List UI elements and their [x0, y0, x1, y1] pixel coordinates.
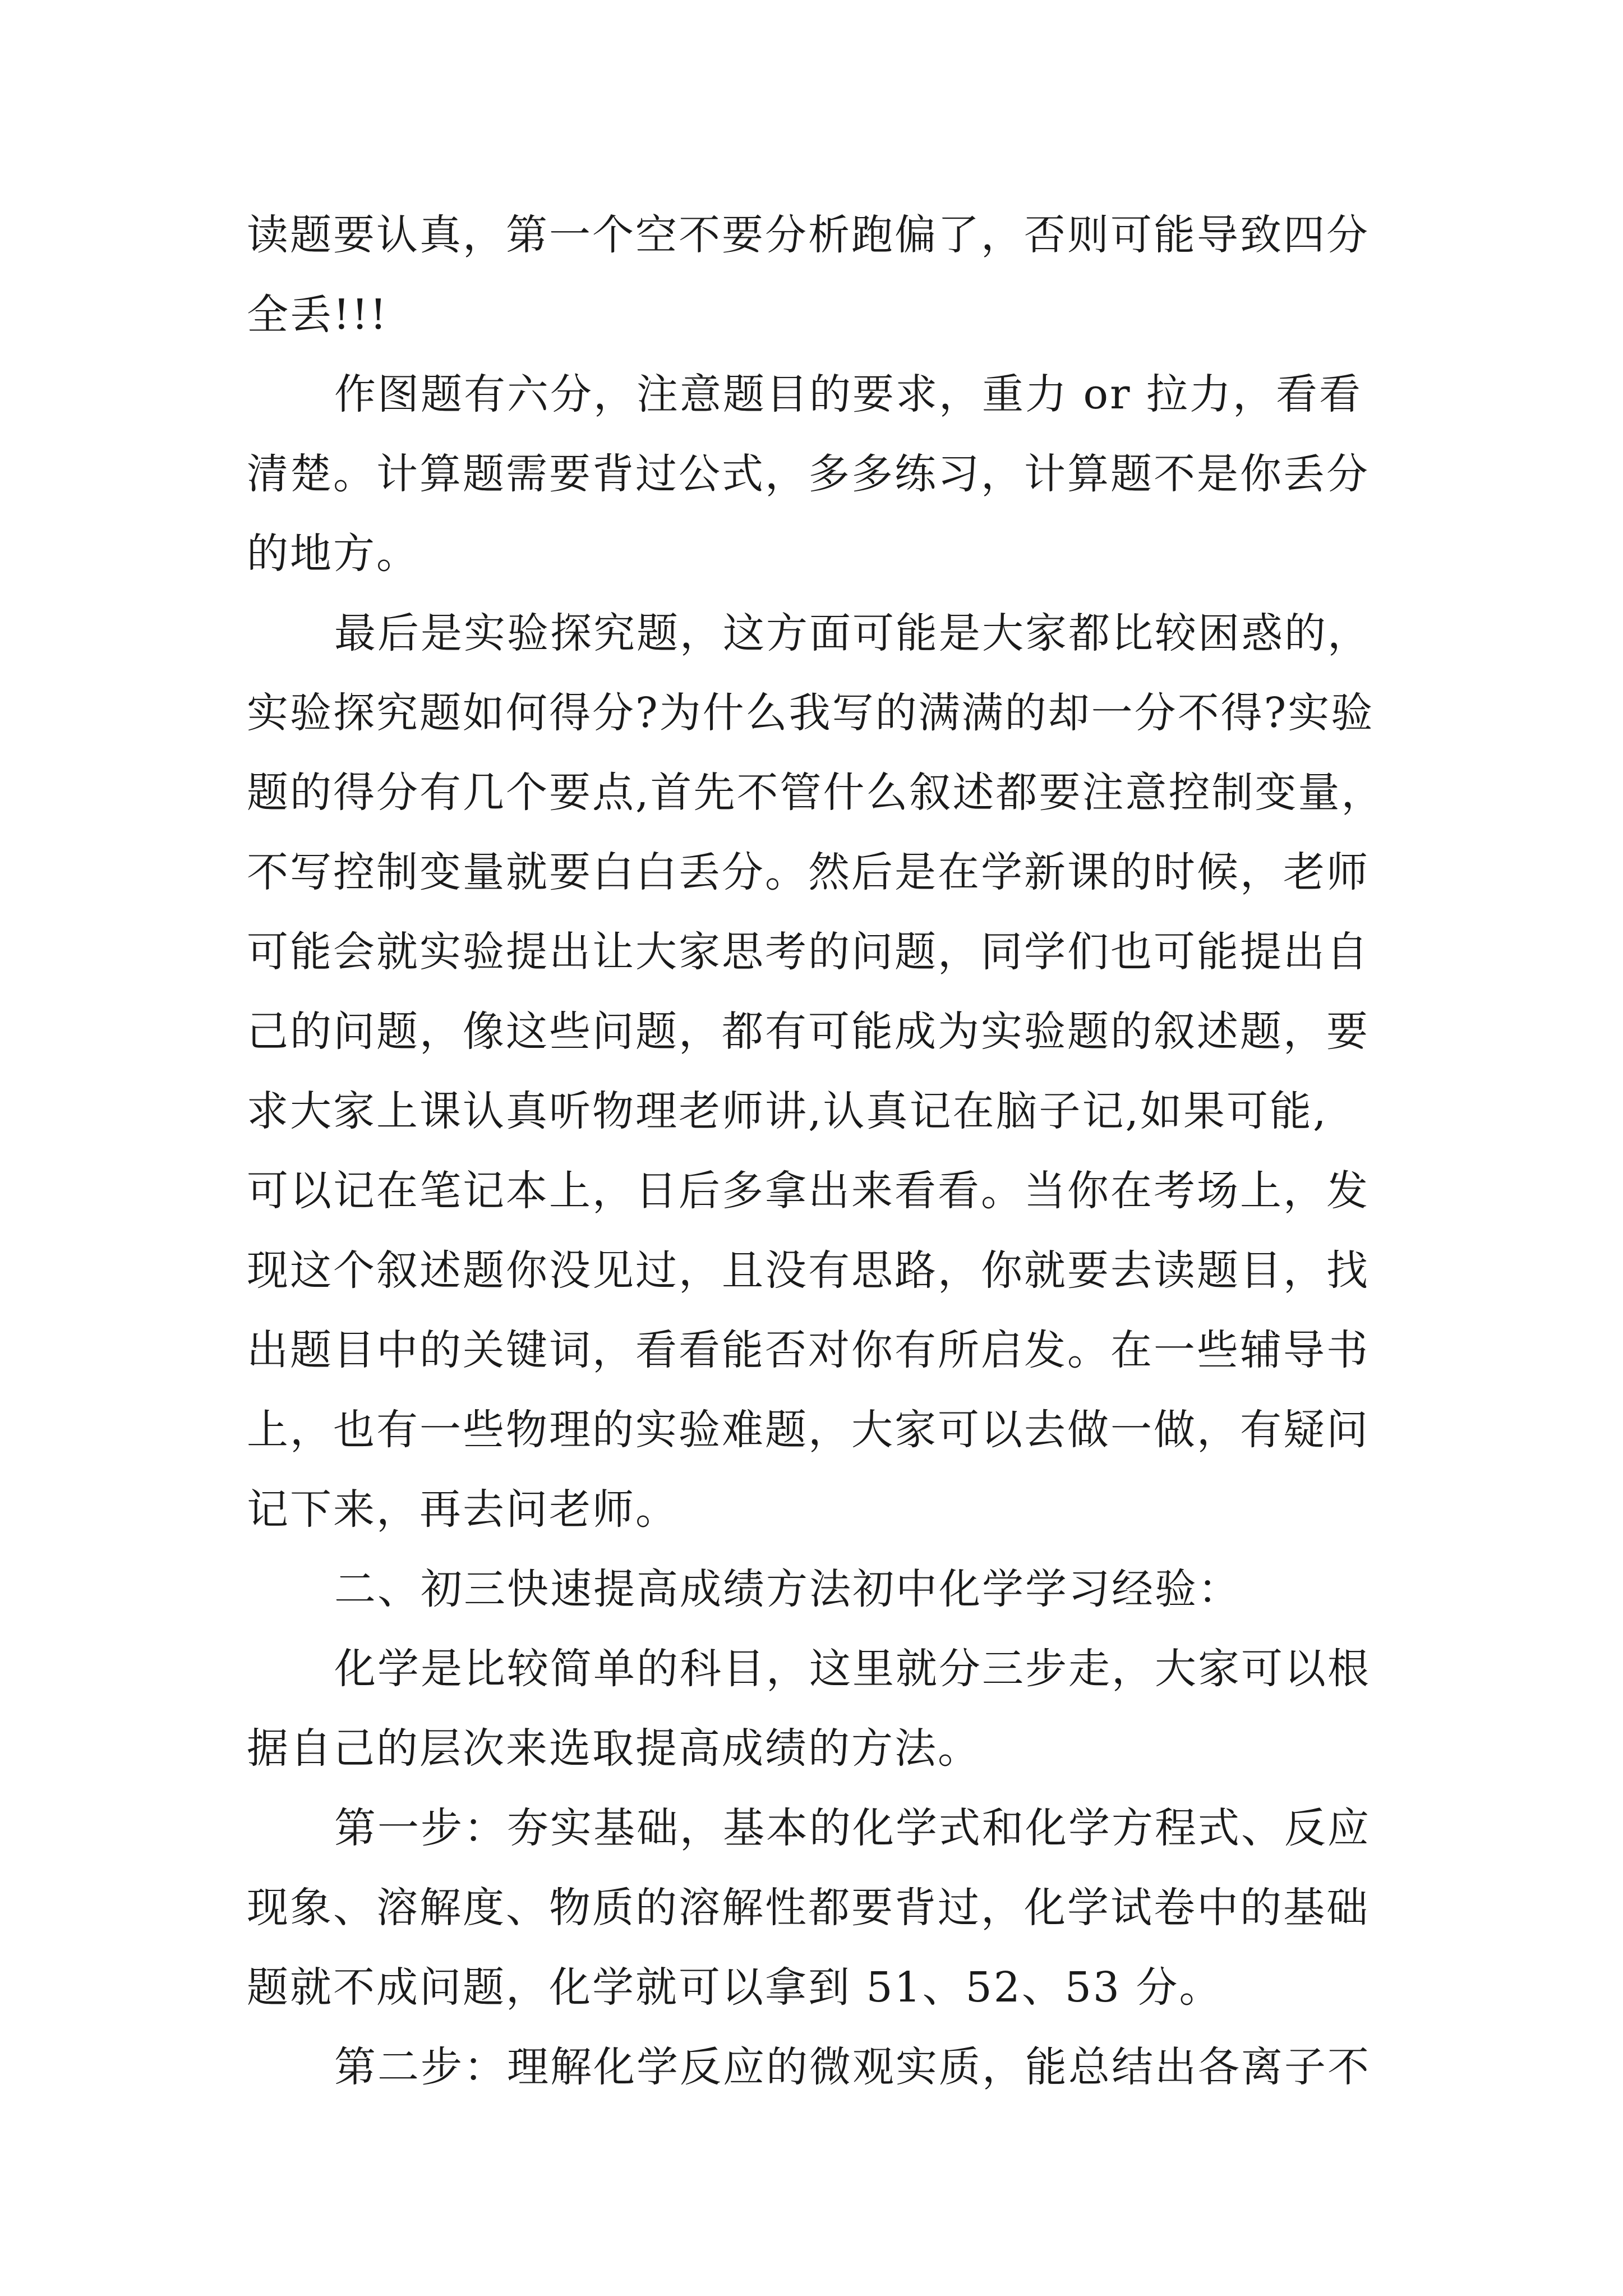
text-line: 全丢!!! [247, 291, 389, 339]
text-line: 可以记在笔记本上，日后多拿出来看看。当你在考场上，发 [247, 1167, 1370, 1215]
text-line: 第一步：夯实基础，基本的化学式和化学方程式、反应 [334, 1804, 1371, 1852]
paragraph [247, 195, 1391, 355]
text-line: 作图题有六分，注意题目的要求，重力 or 拉力，看看 [334, 370, 1362, 418]
text-line: 题就不成问题，化学就可以拿到 51、52、53 分。 [247, 1963, 1223, 2012]
text-line: 最后是实验探究题，这方面可能是大家都比较困惑的， [334, 609, 1371, 657]
text-line: 己的问题，像这些问题，都有可能成为实验题的叙述题，要 [247, 1007, 1370, 1056]
text-line: 读题要认真，第一个空不要分析跑偏了，否则可能导致四分 [247, 211, 1370, 259]
text-line: 求大家上课认真听物理老师讲,认真记在脑子记,如果可能, [247, 1087, 1328, 1135]
text-line: 实验探究题如何得分?为什么我写的满满的却一分不得?实验 [247, 689, 1375, 737]
text-line: 出题目中的关键词，看看能否对你有所启发。在一些辅导书 [247, 1326, 1370, 1374]
text-line: 第二步：理解化学反应的微观实质，能总结出各离子不 [334, 2043, 1371, 2091]
text-line: 据自己的层次来选取提高成绩的方法。 [247, 1724, 981, 1773]
paragraph [247, 2027, 1391, 2107]
text-line: 不写控制变量就要白白丢分。然后是在学新课的时候，老师 [247, 848, 1370, 896]
document-body [247, 195, 1391, 2107]
text-line: 题的得分有几个要点,首先不管什么叙述都要注意控制变量， [247, 769, 1385, 817]
section-heading [247, 1549, 1391, 1629]
text-line: 上，也有一些物理的实验难题，大家可以去做一做，有疑问 [247, 1406, 1370, 1454]
text-line: 的地方。 [247, 530, 419, 578]
text-line: 记下来，再去问老师。 [247, 1485, 679, 1534]
paragraph [247, 355, 1391, 593]
text-line: 二、初三快速提高成绩方法初中化学学习经验： [334, 1565, 1241, 1613]
text-line: 可能会就实验提出让大家思考的问题，同学们也可能提出自 [247, 928, 1370, 976]
text-line: 现这个叙述题你没见过，且没有思路，你就要去读题目，找 [247, 1246, 1370, 1295]
paragraph [247, 1788, 1391, 2027]
text-line: 现象、溶解度、物质的溶解性都要背过，化学试卷中的基础 [247, 1884, 1370, 1932]
text-line: 化学是比较简单的科目，这里就分三步走，大家可以根 [334, 1645, 1371, 1693]
paragraph [247, 593, 1391, 1549]
text-line: 清楚。计算题需要背过公式，多多练习，计算题不是你丢分 [247, 450, 1370, 498]
paragraph [247, 1629, 1391, 1788]
